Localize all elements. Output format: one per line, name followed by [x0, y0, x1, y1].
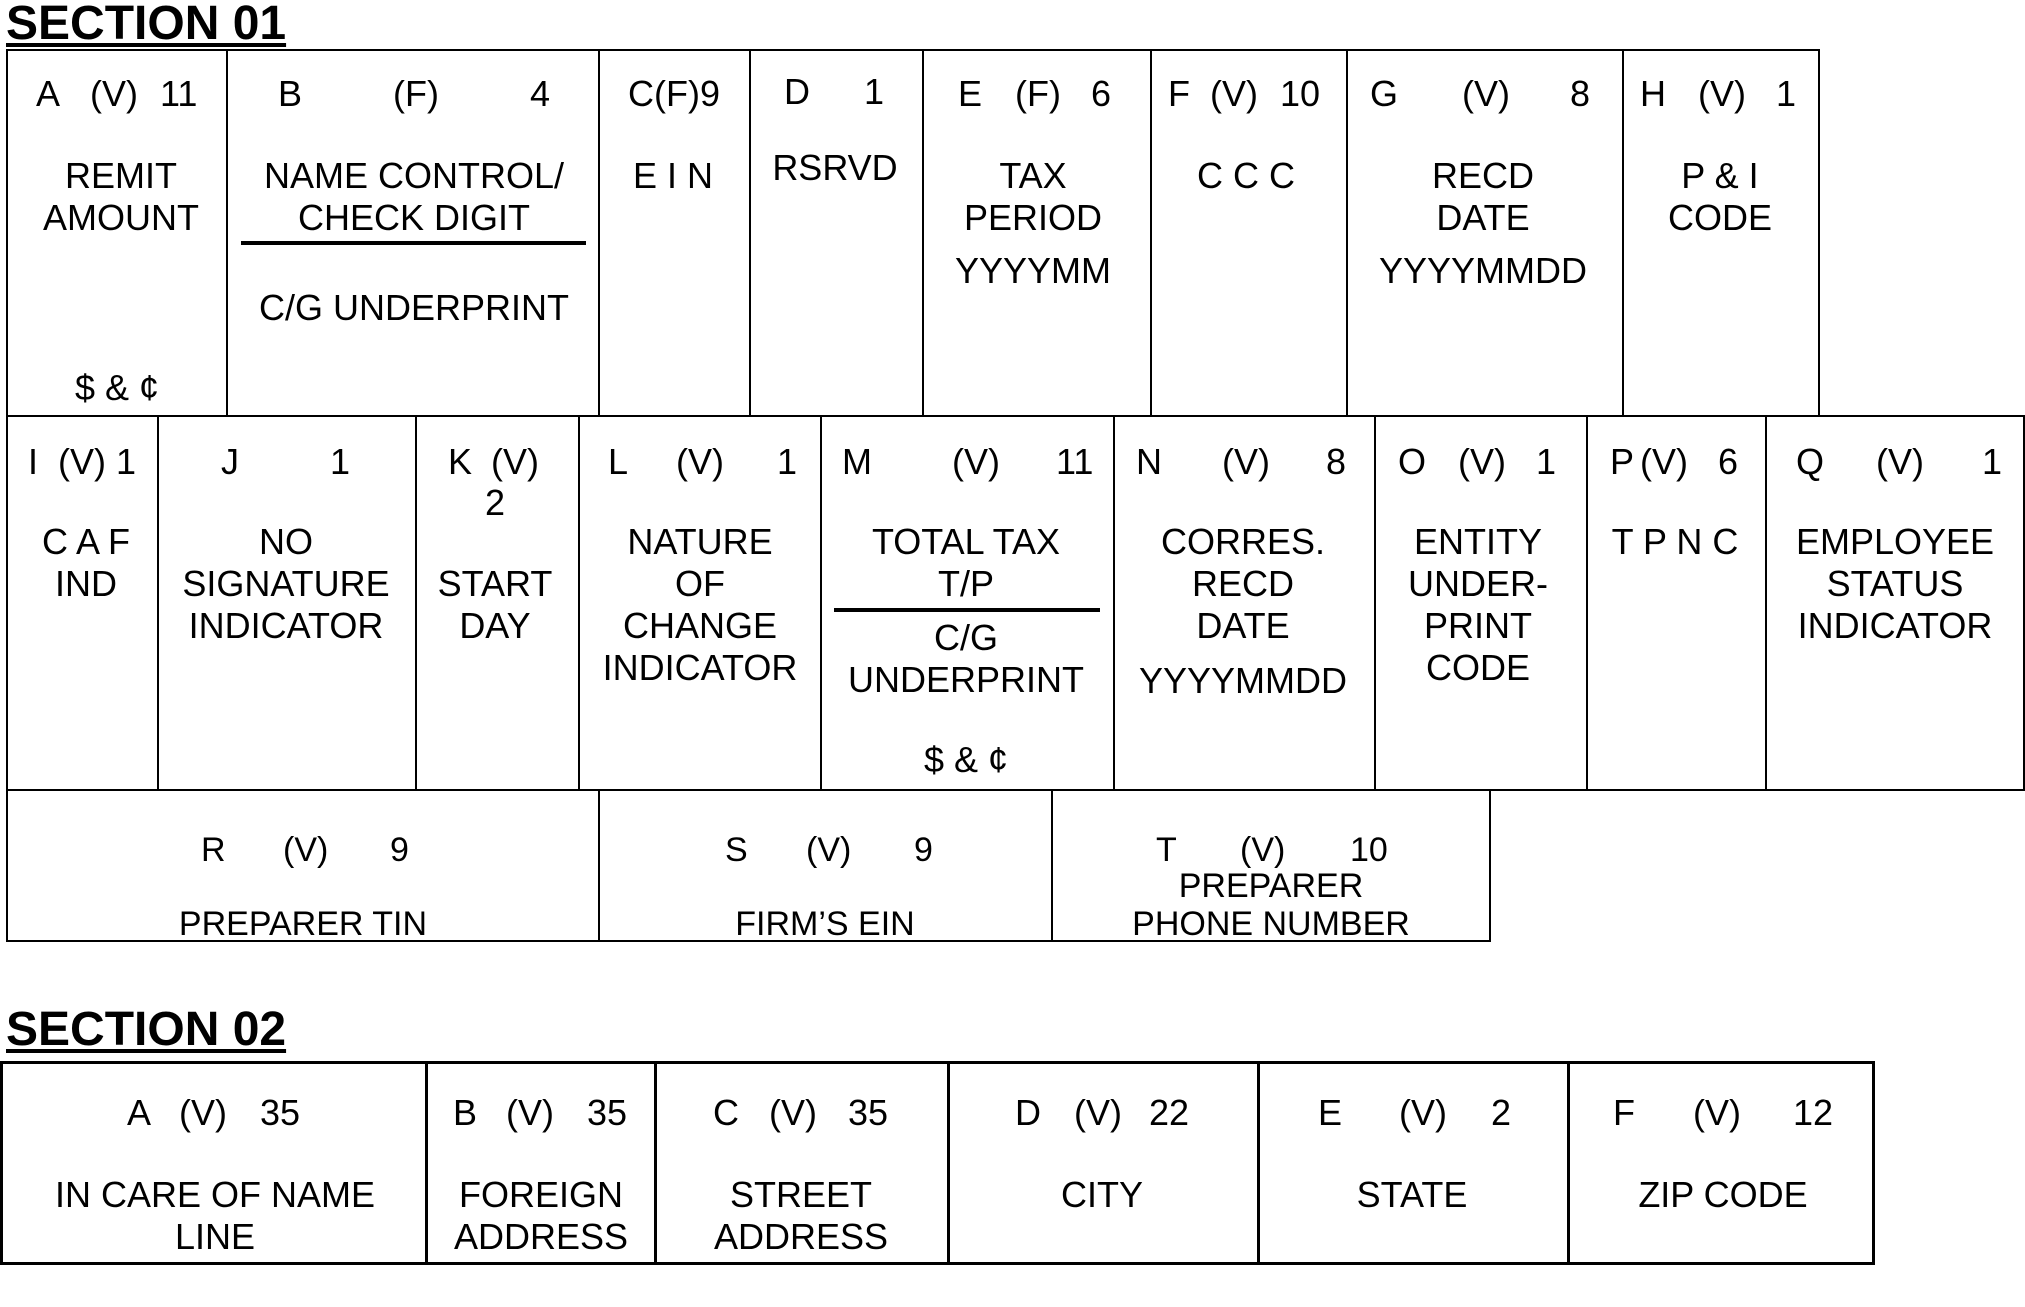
s2-field-a-type: (V) [179, 1092, 227, 1133]
section-01-row-1 [6, 49, 1820, 417]
field-n-label: CORRES. RECD DATE [1160, 521, 1326, 646]
field-d-label: RSRVD [772, 147, 898, 188]
s2-field-a-id: A [127, 1092, 152, 1133]
field-a-length: 11 [160, 73, 198, 114]
field-p-id: P [1610, 441, 1635, 482]
field-d-length: 1 [864, 71, 885, 112]
section-02-title: SECTION 02 [6, 1003, 287, 1056]
field-l-id: L [608, 441, 629, 482]
field-c-label: E I N [632, 155, 714, 196]
field-m-format: $ & ¢ [923, 739, 1009, 780]
field-l-length: 1 [777, 441, 798, 482]
field-h-type: (V) [1698, 73, 1746, 114]
field-a-type: (V) [90, 73, 138, 114]
s2-field-e-length: 2 [1491, 1092, 1512, 1133]
field-e-id: E [958, 73, 983, 114]
field-g-id: G [1370, 73, 1399, 114]
field-r-length: 9 [390, 831, 409, 869]
s2-field-f-length: 12 [1793, 1092, 1834, 1133]
field-n-id: N [1136, 441, 1162, 482]
field-a-label: REMIT AMOUNT [43, 155, 199, 238]
field-g-length: 8 [1570, 73, 1591, 114]
s2-field-b-label: FOREIGN ADDRESS [453, 1174, 629, 1257]
field-e-format: YYYYMM [954, 250, 1112, 291]
field-m-underprint: C/G UNDERPRINT [847, 617, 1085, 700]
field-k-type: (V) [491, 441, 539, 482]
field-g-label: RECD DATE [1431, 155, 1535, 238]
section-01-row-3 [6, 789, 1491, 942]
s2-field-c-length: 35 [848, 1092, 889, 1133]
field-h-length: 1 [1776, 73, 1797, 114]
field-s-length: 9 [914, 831, 933, 869]
field-t-id: T [1156, 831, 1177, 869]
field-q-length: 1 [1982, 441, 2003, 482]
s2-field-a-label: IN CARE OF NAME LINE [54, 1174, 376, 1257]
field-e-label: TAX PERIOD [963, 155, 1103, 238]
field-m-type: (V) [952, 441, 1000, 482]
field-a-format: $ & ¢ [74, 367, 160, 408]
s2-field-d-type: (V) [1074, 1092, 1122, 1133]
field-q-id: Q [1796, 441, 1825, 482]
s2-field-d-length: 22 [1149, 1092, 1190, 1133]
field-s-label: FIRM’S EIN [735, 905, 915, 943]
section-01-title: SECTION 01 [6, 0, 287, 50]
field-j-length: 1 [330, 441, 351, 482]
field-m-label: TOTAL TAX T/P [871, 521, 1061, 604]
field-e-length: 6 [1091, 73, 1112, 114]
section-02-row [0, 1061, 1875, 1265]
field-e-type: (F) [1015, 73, 1061, 114]
field-b-label: NAME CONTROL/ CHECK DIGIT [263, 155, 565, 238]
field-c-id-type: C(F)9 [628, 73, 720, 114]
s2-field-a-length: 35 [260, 1092, 301, 1133]
s2-field-c-label: STREET ADDRESS [713, 1174, 889, 1257]
section-01-row-2 [6, 415, 2025, 791]
field-i-label: C A F IND [41, 521, 131, 604]
field-r-label: PREPARER TIN [178, 905, 428, 943]
s2-field-f-id: F [1613, 1092, 1635, 1133]
s2-field-f-label: ZIP CODE [1638, 1174, 1808, 1215]
field-b-underprint: C/G UNDERPRINT [258, 287, 570, 328]
s2-field-e-type: (V) [1399, 1092, 1447, 1133]
field-f-type: (V) [1210, 73, 1258, 114]
s2-field-b-type: (V) [506, 1092, 554, 1133]
s2-field-c-type: (V) [769, 1092, 817, 1133]
field-n-length: 8 [1326, 441, 1347, 482]
s2-field-e-label: STATE [1356, 1174, 1468, 1215]
field-h-label: P & I CODE [1667, 155, 1773, 238]
field-l-type: (V) [676, 441, 724, 482]
s2-field-b-length: 35 [587, 1092, 628, 1133]
field-r-id: R [201, 831, 226, 869]
field-t-type: (V) [1240, 831, 1286, 869]
field-k-length: 2 [484, 482, 506, 523]
field-t-label: PREPARER PHONE NUMBER [1132, 867, 1410, 943]
field-j-label: NO SIGNATURE INDICATOR [182, 521, 390, 646]
s2-field-d-label: CITY [1060, 1174, 1144, 1215]
s2-field-d-id: D [1015, 1092, 1041, 1133]
field-l-label: NATURE OF CHANGE INDICATOR [602, 521, 798, 688]
field-s-id: S [725, 831, 748, 869]
field-q-label: EMPLOYEE STATUS INDICATOR [1795, 521, 1995, 646]
field-o-label: ENTITY UNDER- PRINT CODE [1408, 521, 1548, 688]
field-j-id: J [221, 441, 239, 482]
field-k-label: START DAY [437, 563, 553, 646]
field-b-type: (F) [393, 73, 439, 114]
field-h-id: H [1640, 73, 1666, 114]
field-i-type-length: (V) 1 [58, 441, 137, 482]
field-s-type: (V) [806, 831, 852, 869]
s2-field-c-id: C [713, 1092, 739, 1133]
field-t-length: 10 [1350, 831, 1388, 869]
field-g-format: YYYYMMDD [1378, 250, 1588, 291]
field-f-id: F [1168, 73, 1190, 114]
field-f-label: C C C [1197, 155, 1295, 196]
field-k-id: K [448, 441, 473, 482]
field-d-id: D [784, 71, 810, 112]
field-f-length: 10 [1280, 73, 1321, 114]
field-g-type: (V) [1462, 73, 1510, 114]
field-i-id: I [28, 441, 39, 482]
field-m-length: 11 [1056, 441, 1094, 482]
field-p-type: (V) [1640, 441, 1688, 482]
field-m-id: M [842, 441, 872, 482]
field-o-id: O [1398, 441, 1427, 482]
s2-field-f-type: (V) [1693, 1092, 1741, 1133]
field-r-type: (V) [283, 831, 329, 869]
field-n-type: (V) [1222, 441, 1270, 482]
field-o-type: (V) [1458, 441, 1506, 482]
field-p-length: 6 [1718, 441, 1739, 482]
field-q-type: (V) [1876, 441, 1924, 482]
s2-field-e-id: E [1318, 1092, 1343, 1133]
field-o-length: 1 [1536, 441, 1557, 482]
s2-field-b-id: B [453, 1092, 478, 1133]
field-p-label: T P N C [1611, 521, 1739, 562]
field-b-length: 4 [530, 73, 551, 114]
field-a-id: A [36, 73, 61, 114]
field-b-id: B [278, 73, 303, 114]
field-n-format: YYYYMMDD [1138, 660, 1348, 701]
